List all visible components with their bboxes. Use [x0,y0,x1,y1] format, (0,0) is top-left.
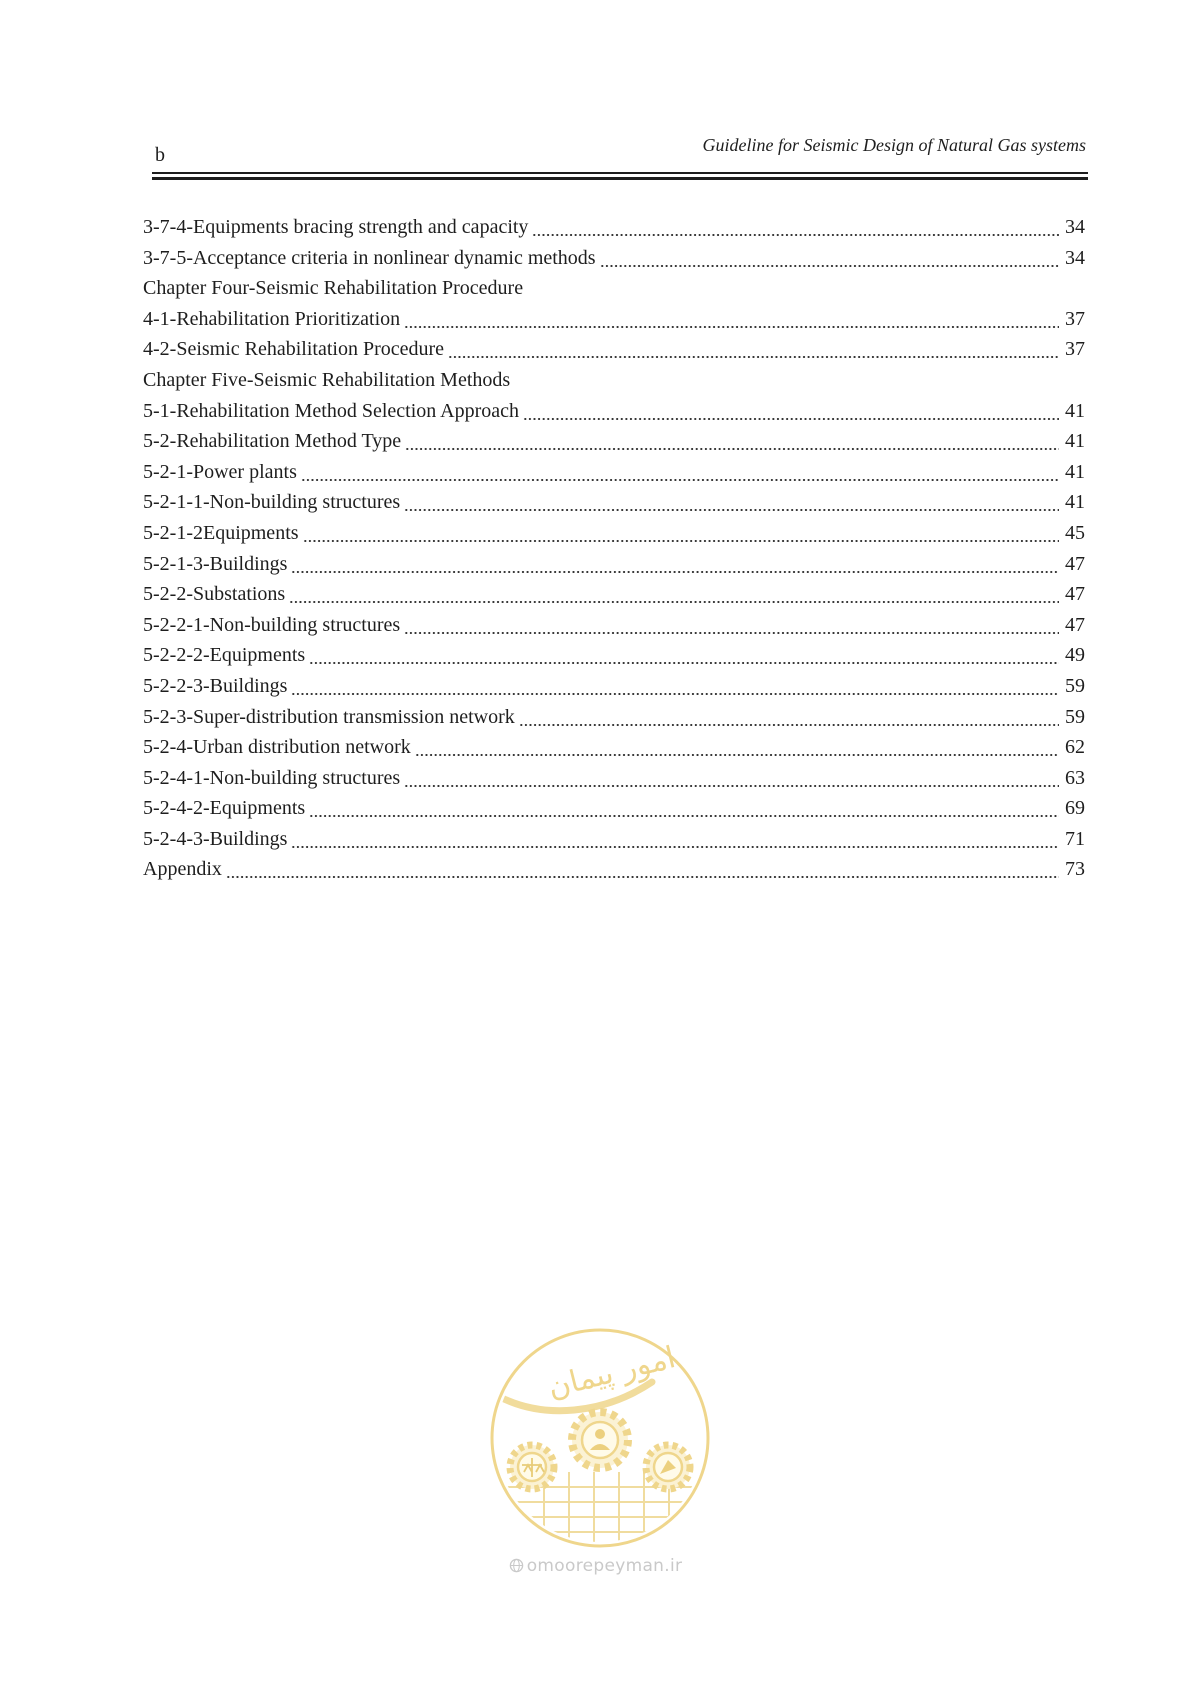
dot-leader [600,243,1059,274]
dot-leader [291,671,1059,702]
toc-entry-label: 5-2-1-1-Non-building structures [143,491,401,514]
toc-entry-page: 63 [1065,766,1085,789]
toc-entry-label: 5-2-1-Power plants [143,460,297,483]
toc-entry-page: 73 [1065,858,1085,881]
toc-entry-page: 47 [1065,613,1085,636]
toc-entry [143,824,1085,855]
toc-entry [143,732,1085,763]
toc-entry [143,640,1085,671]
watermark-logo [484,1322,716,1554]
toc-entry-page: 49 [1065,644,1085,667]
toc-entry-page: 41 [1065,460,1085,483]
toc-entry [143,212,1085,243]
toc-entry-page: 59 [1065,705,1085,728]
toc-entry [143,487,1085,518]
toc-entry-label: 5-2-1-3-Buildings [143,552,288,575]
dot-leader [404,610,1059,641]
toc-entry-page: 71 [1065,827,1085,850]
dot-leader [523,396,1059,427]
toc-entry-page: 41 [1065,399,1085,422]
toc-entry-page: 62 [1065,736,1085,759]
dot-leader [415,732,1059,763]
dot-leader [226,854,1059,885]
toc-entry [143,426,1085,457]
dot-leader [448,334,1059,365]
toc-entry-page: 59 [1065,674,1085,697]
watermark-url [0,1556,1191,1576]
globe-icon [509,1558,524,1573]
toc-entry [143,549,1085,580]
running-title: Guideline for Seismic Design of Natural Gas systems [702,135,1086,155]
toc-entry [143,243,1085,274]
toc-entry-label: 5-2-2-Substations [143,583,286,606]
dot-leader [404,487,1059,518]
toc-chapter-title: Chapter Four-Seismic Rehabilitation Procedure [143,277,524,300]
toc-entry-page: 41 [1065,430,1085,453]
toc-entry-label: 4-2-Seismic Rehabilitation Procedure [143,338,445,361]
gear-icon [510,1445,554,1489]
toc-entry-page: 69 [1065,797,1085,820]
toc-entry-label: Appendix [143,858,222,881]
toc-entry [143,457,1085,488]
header-rule-thick [152,177,1088,180]
toc-entry-label: 5-2-4-2-Equipments [143,797,306,820]
toc-chapter-heading [143,273,1085,304]
toc-entry-label: 5-2-2-2-Equipments [143,644,306,667]
toc-entry-page: 41 [1065,491,1085,514]
toc-entry [143,304,1085,335]
toc-entry-label: 5-2-2-3-Buildings [143,674,288,697]
toc-entry [143,793,1085,824]
toc-entry-page: 34 [1065,216,1085,238]
dot-leader [301,457,1059,488]
toc-entry [143,763,1085,794]
dot-leader [404,763,1059,794]
dot-leader [291,824,1059,855]
toc-entry [143,610,1085,641]
toc-entry [143,334,1085,365]
toc-entry-page: 37 [1065,338,1085,361]
toc-chapter-heading [143,365,1085,396]
dot-leader [519,702,1059,733]
dot-leader [303,518,1059,549]
watermark-url-text: omoorepeyman.ir [526,1556,683,1576]
toc-entry-label: 5-2-Rehabilitation Method Type [143,430,402,453]
dot-leader [309,793,1059,824]
toc-entry [143,518,1085,549]
toc-entry [143,396,1085,427]
dot-leader [289,579,1059,610]
toc-entry-label: 5-2-4-3-Buildings [143,827,288,850]
toc-entry [143,702,1085,733]
toc-entry [143,854,1085,885]
toc-entry-label: 5-2-1-2Equipments [143,521,299,544]
dot-leader [405,426,1059,457]
dot-leader [404,304,1059,335]
toc-entry-label: 5-1-Rehabilitation Method Selection Approach [143,399,520,422]
toc-entry-label: 5-2-4-1-Non-building structures [143,766,401,789]
dot-leader [309,640,1059,671]
toc-entry-page: 47 [1065,583,1085,606]
header-rule-thin [152,172,1088,174]
toc-entry-label: 3-7-5-Acceptance criteria in nonlinear dynamic methods [143,246,596,269]
dot-leader [291,549,1059,580]
toc-entry-page: 45 [1065,521,1085,544]
toc-chapter-title: Chapter Five-Seismic Rehabilitation Methods [143,368,511,391]
logo-lettering: امور پیمان [544,1340,679,1406]
toc-entry-page: 47 [1065,552,1085,575]
toc-entry-label: 4-1-Rehabilitation Prioritization [143,307,401,330]
toc-entry-label: 5-2-4-Urban distribution network [143,736,411,759]
toc-entry-page: 37 [1065,307,1085,330]
dot-leader [532,212,1059,243]
toc-entry-page: 34 [1065,246,1085,269]
page-letter: b [155,144,165,166]
toc-entry-label: 5-2-3-Super-distribution transmission network [143,705,515,728]
gear-icon [646,1445,690,1489]
toc-entry [143,671,1085,702]
toc-entry [143,579,1085,610]
toc-entry-label: 5-2-2-1-Non-building structures [143,613,401,636]
toc-entry-label: 3-7-4-Equipments bracing strength and capacity [143,216,529,238]
table-of-contents [143,212,1085,885]
gear-icon [572,1412,628,1468]
